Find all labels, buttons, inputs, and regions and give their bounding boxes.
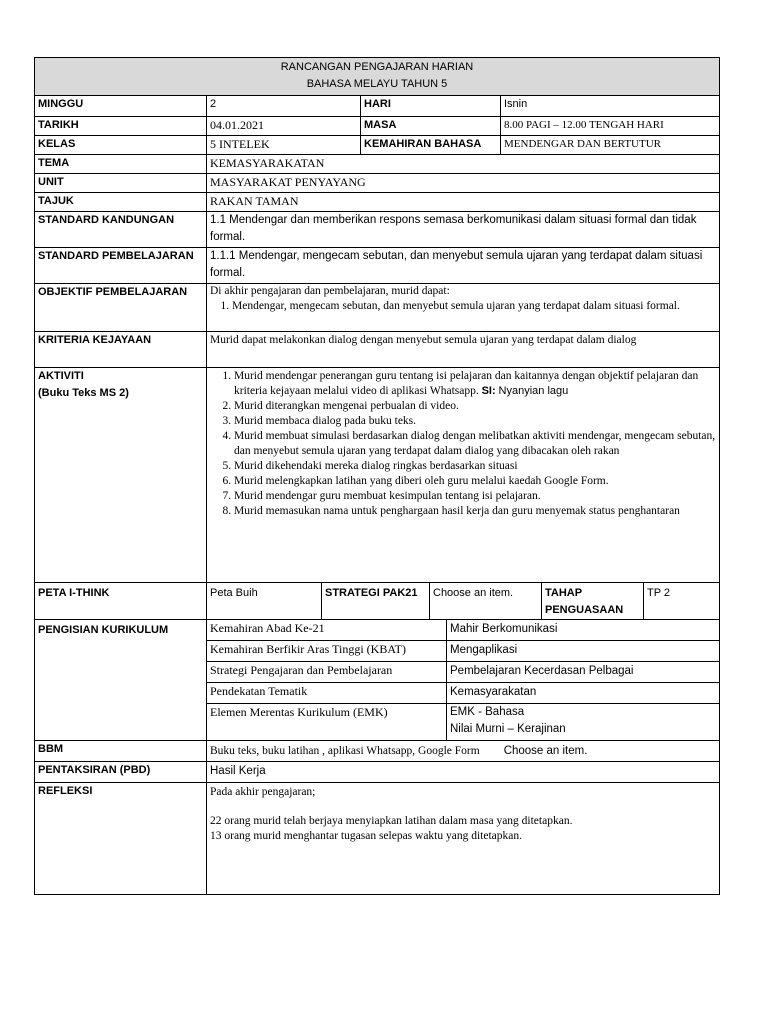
- aktiviti-item-text: Murid mendengar penerangan guru tentang isi pelajaran dan kaitannya dengan objektif pelajaran dan kriteria kejayaan melalui video di aplikasi Whatsapp.: [234, 370, 699, 397]
- pengisian-row: [207, 662, 719, 683]
- row-pengisian: [35, 620, 719, 741]
- refleksi-line: 13 orang murid menghantar tugasan selepas waktu yang ditetapkan.: [210, 830, 523, 842]
- row-tema: [35, 155, 719, 174]
- value-tajuk: RAKAN TAMAN: [210, 194, 299, 208]
- pengisian-value: Mengaplikasi: [450, 644, 518, 656]
- value-kelas: 5 INTELEK: [207, 136, 361, 154]
- aktiviti-item: 3. Murid membaca dialog pada buku teks.: [234, 414, 716, 429]
- label-standard-pembelajaran: STANDARD PEMBELAJARAN: [35, 248, 207, 283]
- row-objektif: [35, 284, 719, 332]
- value-masa: 8.00 PAGI – 12.00 TENGAH HARI: [504, 119, 664, 131]
- bbm-choose-item[interactable]: Choose an item.: [503, 744, 588, 757]
- value-kriteria: Murid dapat melakonkan dialog dengan menyebut semula ujaran yang terdapat dalam dialog: [210, 334, 637, 346]
- aktiviti-item: 7. Murid mendengar guru membuat kesimpulan tentang isi pelajaran.: [234, 489, 716, 504]
- value-kemahiran-bahasa: MENDENGAR DAN BERTUTUR: [504, 138, 662, 150]
- label-pentaksiran: PENTAKSIRAN (PBD): [35, 762, 207, 782]
- label-pengisian: PENGISIAN KURIKULUM: [35, 620, 207, 740]
- value-standard-kandungan: 1.1 Mendengar dan memberikan respons semasa berkomunikasi dalam situasi formal dan tidak formal.: [210, 214, 697, 243]
- row-pentaksiran: [35, 762, 719, 783]
- refleksi-line: 22 orang murid telah berjaya menyiapkan latihan dalam masa yang ditetapkan.: [210, 815, 573, 827]
- objektif-item: 1. Mendengar, mengecam sebutan, dan menyebut semula ujaran yang terdapat dalam situasi formal.: [232, 299, 716, 314]
- row-refleksi: [35, 783, 719, 894]
- objektif-intro: Di akhir pengajaran dan pembelajaran, murid dapat:: [210, 285, 450, 297]
- row-standard-kandungan: [35, 212, 719, 248]
- label-kriteria: KRITERIA KEJAYAAN: [35, 332, 207, 367]
- pengisian-row: [207, 620, 719, 641]
- aktiviti-list: [210, 369, 716, 519]
- row-kelas: [35, 136, 719, 155]
- label-strategi: STRATEGI PAK21: [322, 583, 430, 619]
- row-kriteria: [35, 332, 719, 368]
- document-title: RANCANGAN PENGAJARAN HARIAN: [280, 61, 474, 73]
- pengisian-key: Pendekatan Tematik: [207, 683, 447, 703]
- objektif-list: [210, 299, 716, 314]
- value-pentaksiran: Hasil Kerja: [210, 765, 266, 777]
- pengisian-row: [207, 704, 719, 740]
- label-objektif: OBJEKTIF PEMBELAJARAN: [35, 284, 207, 331]
- row-tarikh: [35, 117, 719, 136]
- value-objektif: [207, 284, 719, 331]
- value-bbm: Buku teks, buku latihan , aplikasi Whatsapp, Google Form: [210, 744, 480, 757]
- label-tajuk: TAJUK: [35, 193, 207, 211]
- pengisian-value: Pembelajaran Kecerdasan Pelbagai: [450, 665, 634, 677]
- value-minggu: 2: [207, 96, 361, 116]
- label-tema: TEMA: [35, 155, 207, 173]
- label-masa: MASA: [361, 117, 501, 135]
- value-refleksi: [207, 783, 719, 894]
- value-tahap: TP 2: [647, 587, 671, 599]
- aktiviti-item: 6. Murid melengkapkan latihan yang diberi oleh guru melalui kaedah Google Form.: [234, 474, 716, 489]
- row-tajuk: [35, 193, 719, 212]
- lesson-plan-table: [34, 57, 720, 895]
- label-hari: HARI: [361, 96, 501, 116]
- aktiviti-item: 8. Murid memasukan nama untuk penghargaan hasil kerja dan guru menyemak status penghantaran: [234, 504, 716, 519]
- pengisian-key: Kemahiran Abad Ke-21: [207, 620, 447, 640]
- pengisian-value-cell: [447, 704, 719, 740]
- label-aktiviti-cell: [35, 368, 207, 582]
- pengisian-row: [207, 683, 719, 704]
- pengisian-row: [207, 641, 719, 662]
- label-tarikh: TARIKH: [35, 117, 207, 135]
- label-kelas: KELAS: [35, 136, 207, 154]
- value-standard-pembelajaran: 1.1.1 Mendengar, mengecam sebutan, dan menyebut semula ujaran yang terdapat dalam situasi formal.: [210, 250, 703, 279]
- aktiviti-item: 5. Murid dikehendaki mereka dialog ringkas berdasarkan situasi: [234, 459, 716, 474]
- value-unit: MASYARAKAT PENYAYANG: [210, 175, 366, 189]
- pengisian-key: Strategi Pengajaran dan Pembelajaran: [207, 662, 447, 682]
- aktiviti-item: [234, 369, 716, 399]
- label-minggu: MINGGU: [35, 96, 207, 116]
- pengisian-key: Kemahiran Berfikir Aras Tinggi (KBAT): [207, 641, 447, 661]
- aktiviti-item: 4. Murid membuat simulasi berdasarkan dialog dengan melibatkan aktiviti mendengar, mengecam sebutan, dan menyebut semula ujaran yang terdapat dalam dialog yang dibacakan oleh rakan: [234, 429, 716, 459]
- pengisian-value: Kemasyarakatan: [450, 686, 537, 698]
- label-bbm: BBM: [35, 741, 207, 761]
- row-aktiviti: [35, 368, 719, 583]
- aktiviti-si-value: Nyanyian lagu: [498, 385, 569, 397]
- pengisian-value: Mahir Berkomunikasi: [450, 623, 558, 635]
- value-bbm-cell: [207, 741, 719, 761]
- label-kemahiran-bahasa: KEMAHIRAN BAHASA: [361, 136, 501, 154]
- value-tema: KEMASYARAKATAN: [210, 156, 325, 170]
- row-unit: [35, 174, 719, 193]
- value-strategi[interactable]: Choose an item.: [430, 583, 542, 619]
- value-peta: Peta Buih: [207, 583, 322, 619]
- label-aktiviti-buku: (Buku Teks MS 2): [38, 387, 129, 399]
- row-minggu: [35, 96, 719, 117]
- label-peta: PETA I-THINK: [35, 583, 207, 619]
- pengisian-value: EMK - Bahasa: [450, 706, 525, 718]
- label-unit: UNIT: [35, 174, 207, 192]
- label-standard-kandungan: STANDARD KANDUNGAN: [35, 212, 207, 247]
- row-bbm: [35, 741, 719, 762]
- aktiviti-si-label: SI:: [481, 385, 496, 397]
- label-refleksi: REFLEKSI: [35, 783, 207, 894]
- table-header: [35, 58, 719, 96]
- pengisian-key: Elemen Merentas Kurikulum (EMK): [207, 704, 447, 740]
- pengisian-table: [207, 620, 719, 740]
- refleksi-intro: Pada akhir pengajaran;: [210, 786, 316, 798]
- row-peta: [35, 583, 719, 620]
- document-subtitle: BAHASA MELAYU TAHUN 5: [306, 78, 448, 90]
- value-tarikh: 04.01.2021: [207, 117, 361, 135]
- value-hari: Isnin: [504, 98, 528, 110]
- aktiviti-item: 2. Murid diterangkan mengenai perbualan di video.: [234, 399, 716, 414]
- label-aktiviti: AKTIVITI: [38, 370, 84, 382]
- value-aktiviti: [207, 368, 719, 582]
- pengisian-value-2: Nilai Murni – Kerajinan: [450, 723, 566, 735]
- row-standard-pembelajaran: [35, 248, 719, 284]
- label-tahap: TAHAP PENGUASAAN: [542, 583, 644, 619]
